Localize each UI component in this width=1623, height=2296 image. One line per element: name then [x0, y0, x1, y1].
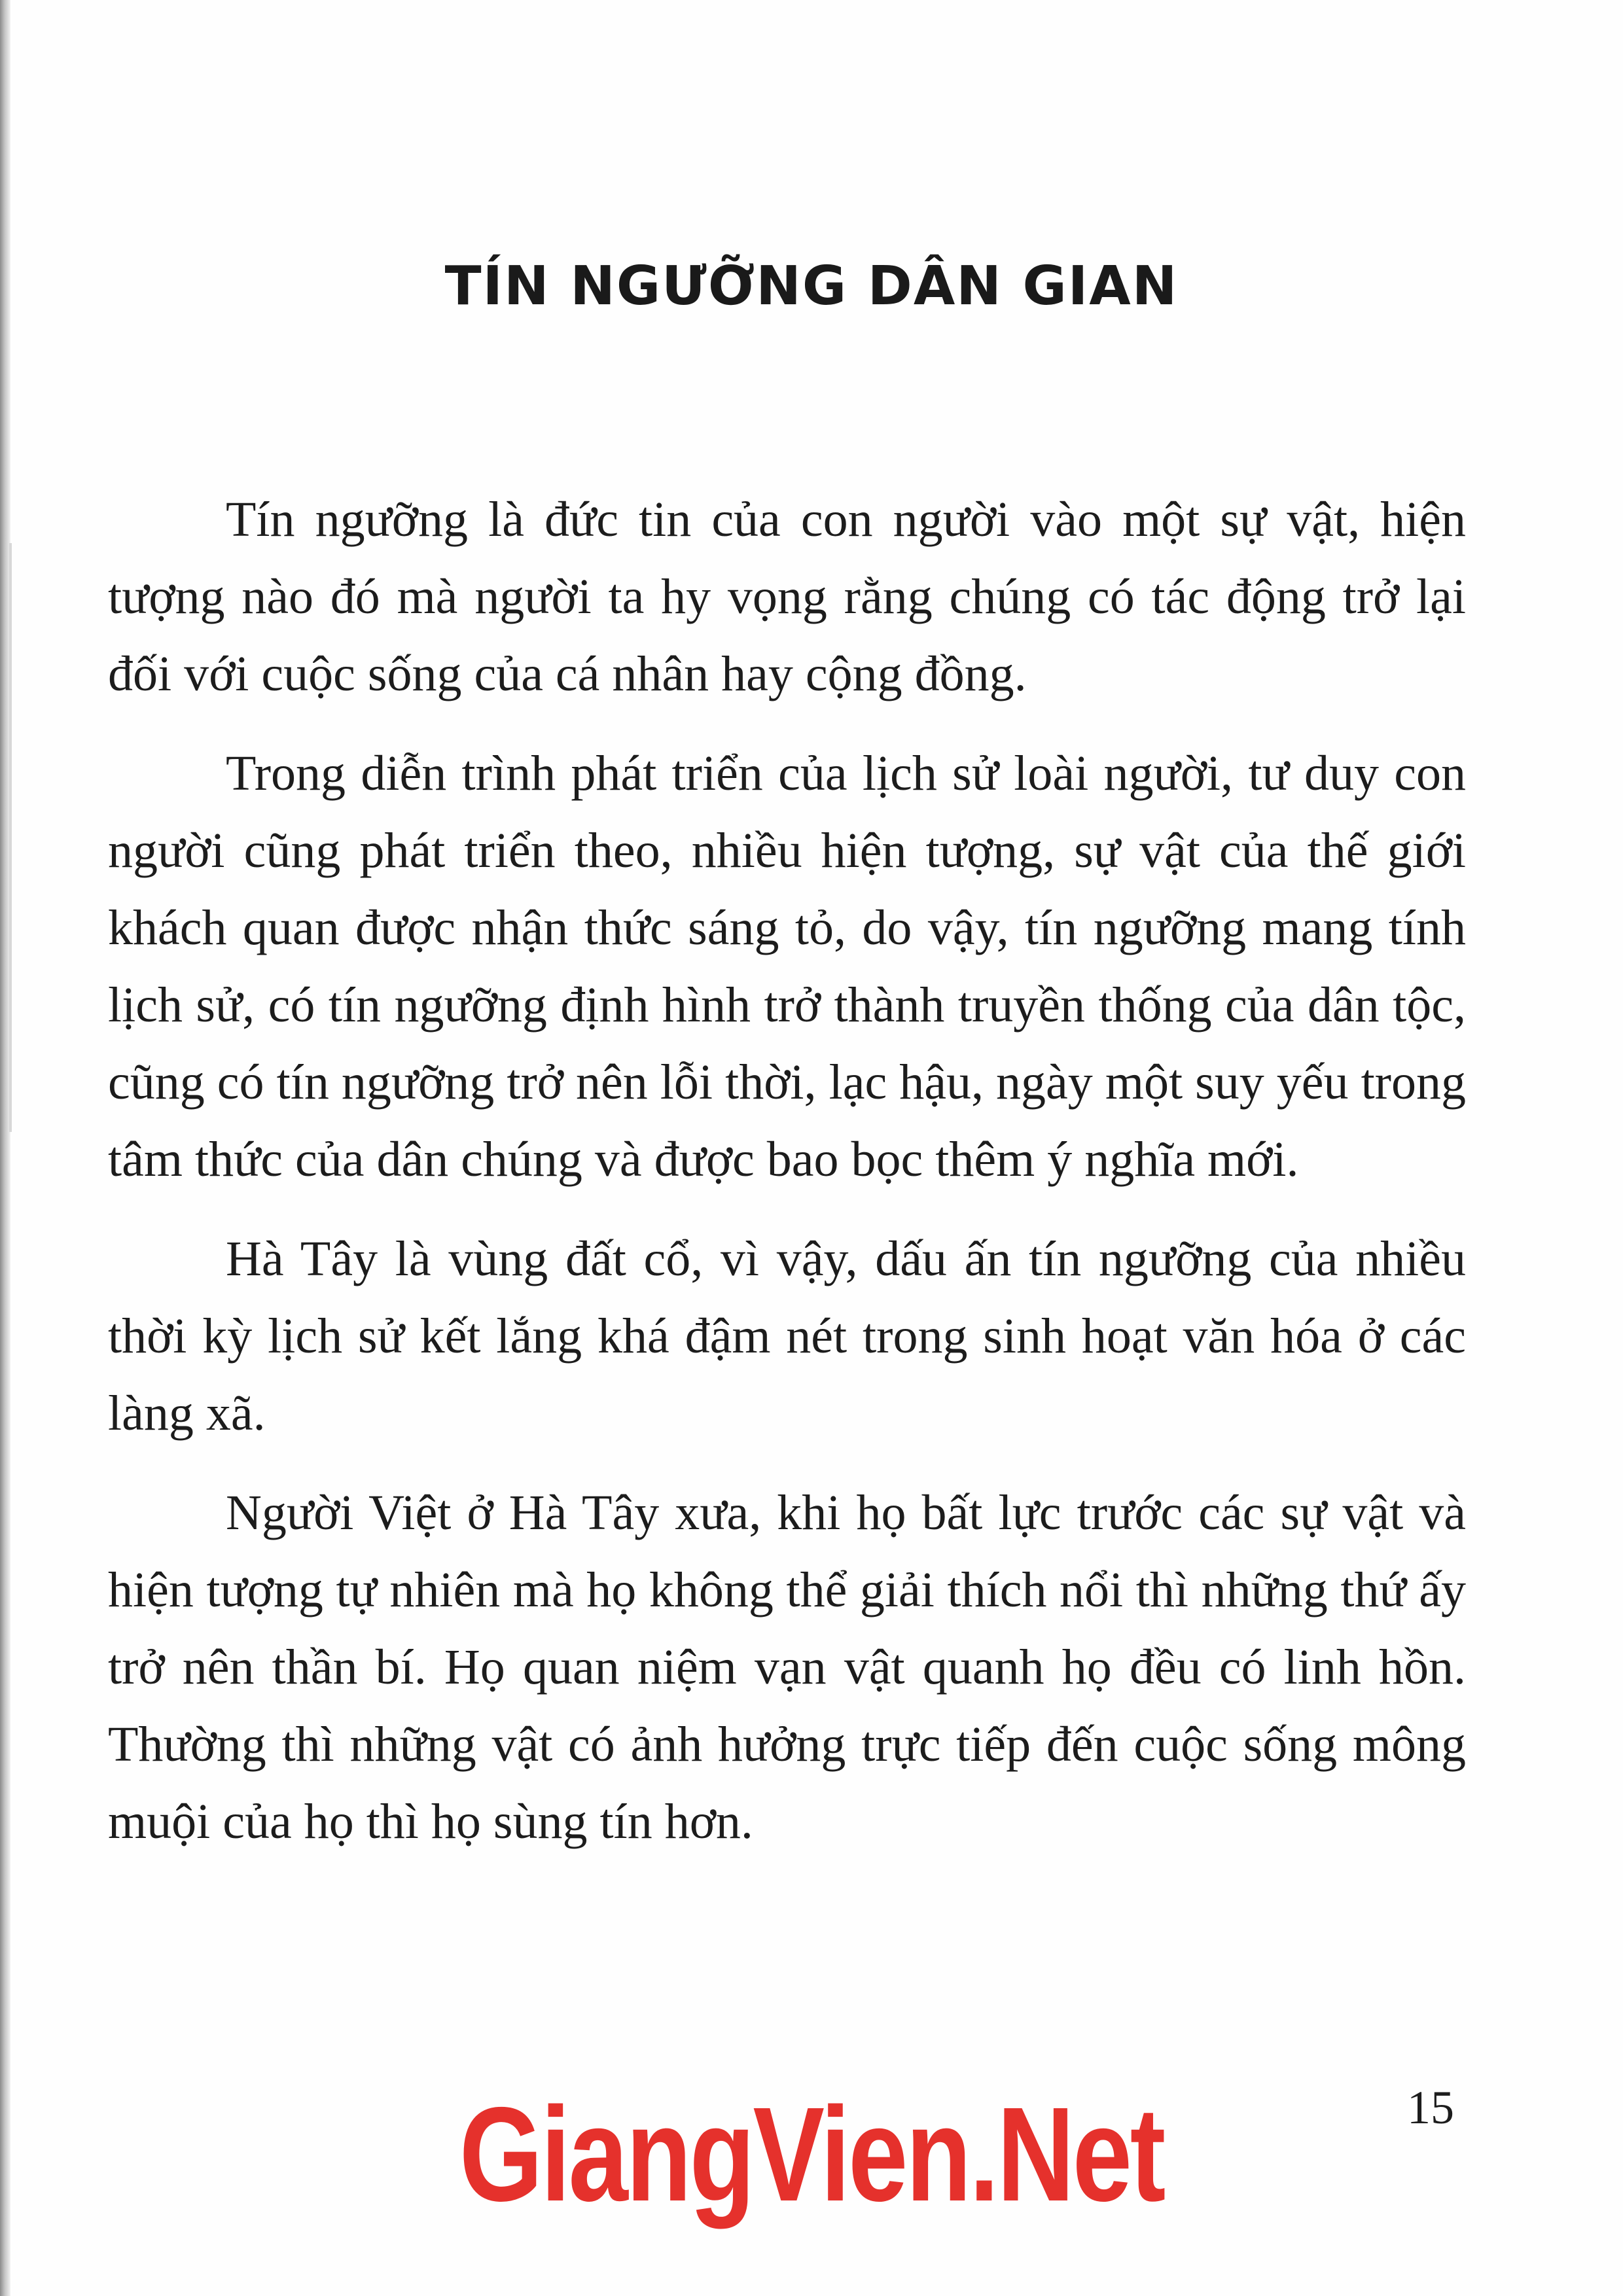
- paragraph-2: Trong diễn trình phát triển của lịch sử loài người, tư duy con người cũng phát triển theo, nhiều hiện tượng, sự vật của thế giới khách quan được nhận thức sáng tỏ, do vậy, tín ngưỡng mang tính lịch sử, có tín ngưỡng định hình trở thành truyền thống của dân tộc, cũng có tín ngưỡng trở nên lỗi thời, lạc hậu, ngày một suy yếu trong tâm thức của dân chúng và được bao bọc thêm ý nghĩa mới.: [108, 746, 1466, 1187]
- watermark-logo: GiangVien.Net: [459, 2079, 1164, 2229]
- paragraph-4: Người Việt ở Hà Tây xưa, khi họ bất lực trước các sự vật và hiện tượng tự nhiên mà họ không thể giải thích nổi thì những thứ ấy trở nên thần bí. Họ quan niệm vạn vật quanh họ đều có linh hồn. Thường thì những vật có ảnh hưởng trực tiếp đến cuộc sống mông muội của họ thì họ sùng tín hơn.: [108, 1485, 1466, 1849]
- page-spine-shadow: [0, 0, 10, 2296]
- body-text: [108, 481, 1466, 1882]
- page-number: 15: [1407, 2081, 1454, 2134]
- page-edge-mark: [9, 543, 12, 1132]
- chapter-title: TÍN NGƯỠNG DÂN GIAN: [444, 255, 1179, 317]
- paragraph-1: Tín ngưỡng là đức tin của con người vào một sự vật, hiện tượng nào đó mà người ta hy vọng rằng chúng có tác động trở lại đối với cuộc sống của cá nhân hay cộng đồng.: [108, 492, 1466, 701]
- paragraph-3: Hà Tây là vùng đất cổ, vì vậy, dấu ấn tín ngưỡng của nhiều thời kỳ lịch sử kết lắng khá đậm nét trong sinh hoạt văn hóa ở các làng xã.: [108, 1231, 1466, 1441]
